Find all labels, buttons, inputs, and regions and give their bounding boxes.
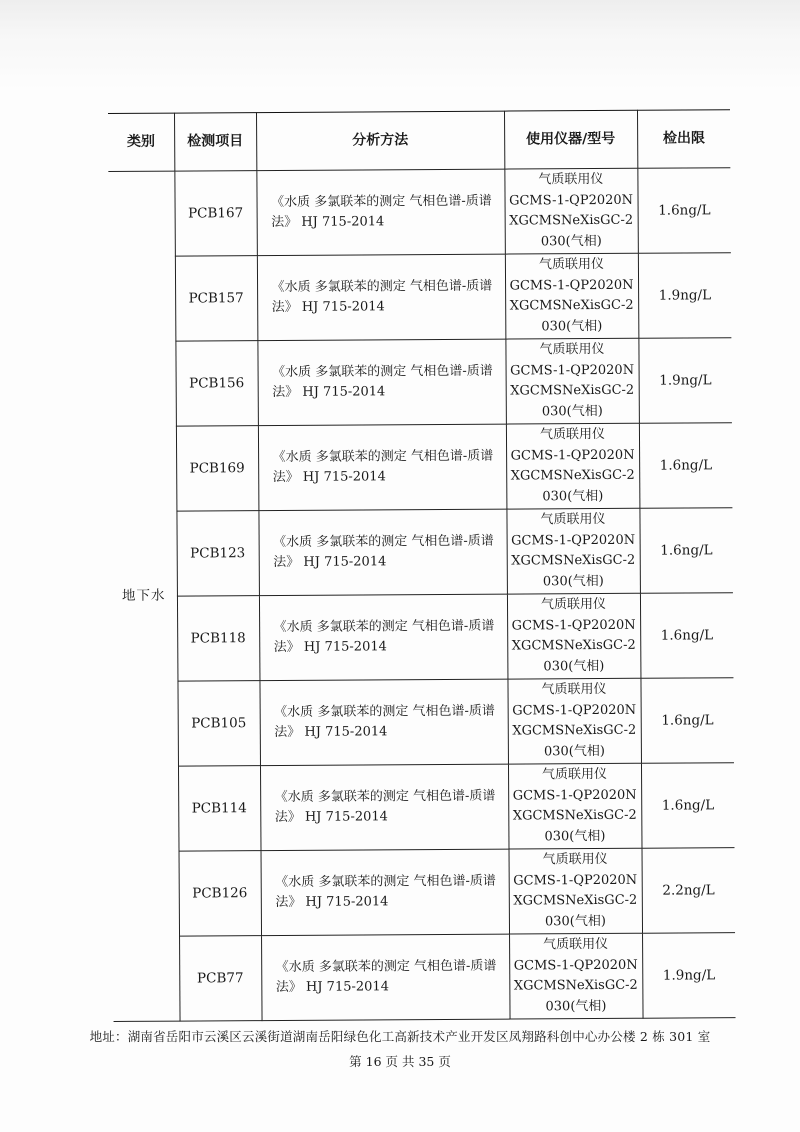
item-cell: PCB156 [175,341,258,426]
table-body [108,168,735,1022]
limit-cell: 1.6ng/L [639,423,733,509]
instrument-line: GCMS-1-QP2020N [512,787,637,804]
instrument-cell [504,168,638,254]
method-cell: 《水质 多氯联苯的测定 气相色谱-质谱法》 HJ 715-2014 [256,169,505,256]
instrument-line: 030(气相) [543,743,605,759]
instrument-cell [509,933,643,1019]
page-number: 第 16 页 共 35 页 [349,1054,451,1069]
instrument-line: 气质联用仪 [538,256,604,273]
table-header-row [108,110,730,172]
header-item: 检测项目 [174,113,256,171]
instrument-line: 气质联用仪 [541,681,607,698]
instrument-line: 030(气相) [543,658,605,674]
instrument-line: XGCMSNeXisGC-2 [512,807,637,824]
instrument-line: 030(气相) [542,488,604,504]
instrument-line: XGCMSNeXisGC-2 [512,722,637,739]
instrument-cell [505,338,639,424]
item-cell: PCB169 [176,426,259,511]
instrument-line: 030(气相) [541,403,603,419]
limit-cell: 1.9ng/L [642,933,736,1019]
instrument-line: GCMS-1-QP2020N [510,447,635,464]
method-cell: 《水质 多氯联苯的测定 气相色谱-质谱法》 HJ 715-2014 [260,764,509,851]
table-row [109,338,732,427]
instrument-cell [505,253,639,339]
table-row [113,933,736,1022]
instrument-line: GCMS-1-QP2020N [511,532,636,549]
instrument-line: 气质联用仪 [539,426,606,443]
instrument-line: XGCMSNeXisGC-2 [510,382,635,399]
item-cell: PCB157 [175,256,258,341]
item-cell: PCB118 [177,596,260,681]
method-cell: 《水质 多氯联苯的测定 气相色谱-质谱法》 HJ 715-2014 [259,594,508,681]
item-cell: PCB105 [177,681,260,766]
instrument-line: 气质联用仪 [539,341,605,358]
item-cell: PCB77 [179,936,262,1021]
limit-cell: 1.9ng/L [638,253,732,339]
instrument-line: 气质联用仪 [540,511,606,528]
limit-cell: 1.9ng/L [638,338,732,424]
instrument-line: XGCMSNeXisGC-2 [510,467,635,484]
instrument-cell [507,593,641,679]
instrument-line: GCMS-1-QP2020N [512,702,637,719]
instrument-line: XGCMSNeXisGC-2 [511,637,636,654]
instrument-line: XGCMSNeXisGC-2 [509,212,634,229]
instrument-line: 气质联用仪 [540,596,607,613]
instrument-line: XGCMSNeXisGC-2 [513,892,638,909]
table-row [110,423,733,512]
instrument-line: 030(气相) [544,828,606,844]
table-row [111,593,734,682]
header-category: 类别 [108,113,174,171]
instrument-line: XGCMSNeXisGC-2 [513,977,638,994]
instrument-line: GCMS-1-QP2020N [511,617,636,634]
limit-cell: 1.6ng/L [641,763,735,849]
scan-shadow [0,0,800,90]
instrument-line: GCMS-1-QP2020N [513,872,638,889]
instrument-cell [506,423,640,509]
instrument-line: XGCMSNeXisGC-2 [509,297,634,314]
instrument-line: 030(气相) [540,233,602,249]
instrument-line: 气质联用仪 [543,936,609,953]
item-cell: PCB126 [179,851,262,936]
method-cell: 《水质 多氯联苯的测定 气相色谱-质谱法》 HJ 715-2014 [257,339,506,426]
limit-cell: 1.6ng/L [640,678,734,764]
item-cell: PCB114 [178,766,261,851]
limit-cell: 2.2ng/L [642,848,736,934]
method-cell: 《水质 多氯联苯的测定 气相色谱-质谱法》 HJ 715-2014 [258,424,507,511]
limit-cell: 1.6ng/L [637,168,731,254]
method-cell: 《水质 多氯联苯的测定 气相色谱-质谱法》 HJ 715-2014 [261,849,510,936]
method-cell: 《水质 多氯联苯的测定 气相色谱-质谱法》 HJ 715-2014 [261,934,510,1021]
instrument-line: 030(气相) [542,573,604,589]
header-method: 分析方法 [256,111,504,171]
instrument-line: 030(气相) [544,913,606,929]
detection-methods-table [108,109,736,1022]
category-cell: 地下水 [108,171,179,1021]
instrument-cell [506,508,640,594]
instrument-line: 030(气相) [545,998,607,1014]
footer-address: 地址：湖南省岳阳市云溪区云溪街道湖南岳阳绿色化工高新技术产业开发区凤翔路科创中心办公楼 2 栋 301 室 [89,1029,711,1044]
instrument-line: 气质联用仪 [542,851,608,868]
table-row [109,253,732,342]
header-limit: 检出限 [637,110,730,169]
method-cell: 《水质 多氯联苯的测定 气相色谱-质谱法》 HJ 715-2014 [258,509,507,596]
header-instrument: 使用仪器/型号 [504,110,637,169]
instrument-cell [509,848,643,934]
instrument-line: 030(气相) [541,318,603,334]
item-cell: PCB167 [174,171,257,256]
instrument-line: 气质联用仪 [538,171,604,188]
instrument-line: GCMS-1-QP2020N [509,277,634,294]
instrument-line: 气质联用仪 [541,766,608,783]
table-row [113,848,736,937]
item-cell: PCB123 [176,511,259,596]
limit-cell: 1.6ng/L [639,508,733,594]
table-row [111,678,734,767]
instrument-cell [507,678,641,764]
method-cell: 《水质 多氯联苯的测定 气相色谱-质谱法》 HJ 715-2014 [259,679,508,766]
instrument-line: GCMS-1-QP2020N [509,192,634,209]
instrument-cell [508,763,642,849]
instrument-line: GCMS-1-QP2020N [513,957,638,974]
instrument-line: GCMS-1-QP2020N [510,362,635,379]
table-row [108,168,731,257]
instrument-line: XGCMSNeXisGC-2 [511,552,636,569]
method-cell: 《水质 多氯联苯的测定 气相色谱-质谱法》 HJ 715-2014 [257,254,506,341]
table-row [110,508,733,597]
table-row [112,763,735,852]
limit-cell: 1.6ng/L [640,593,734,679]
